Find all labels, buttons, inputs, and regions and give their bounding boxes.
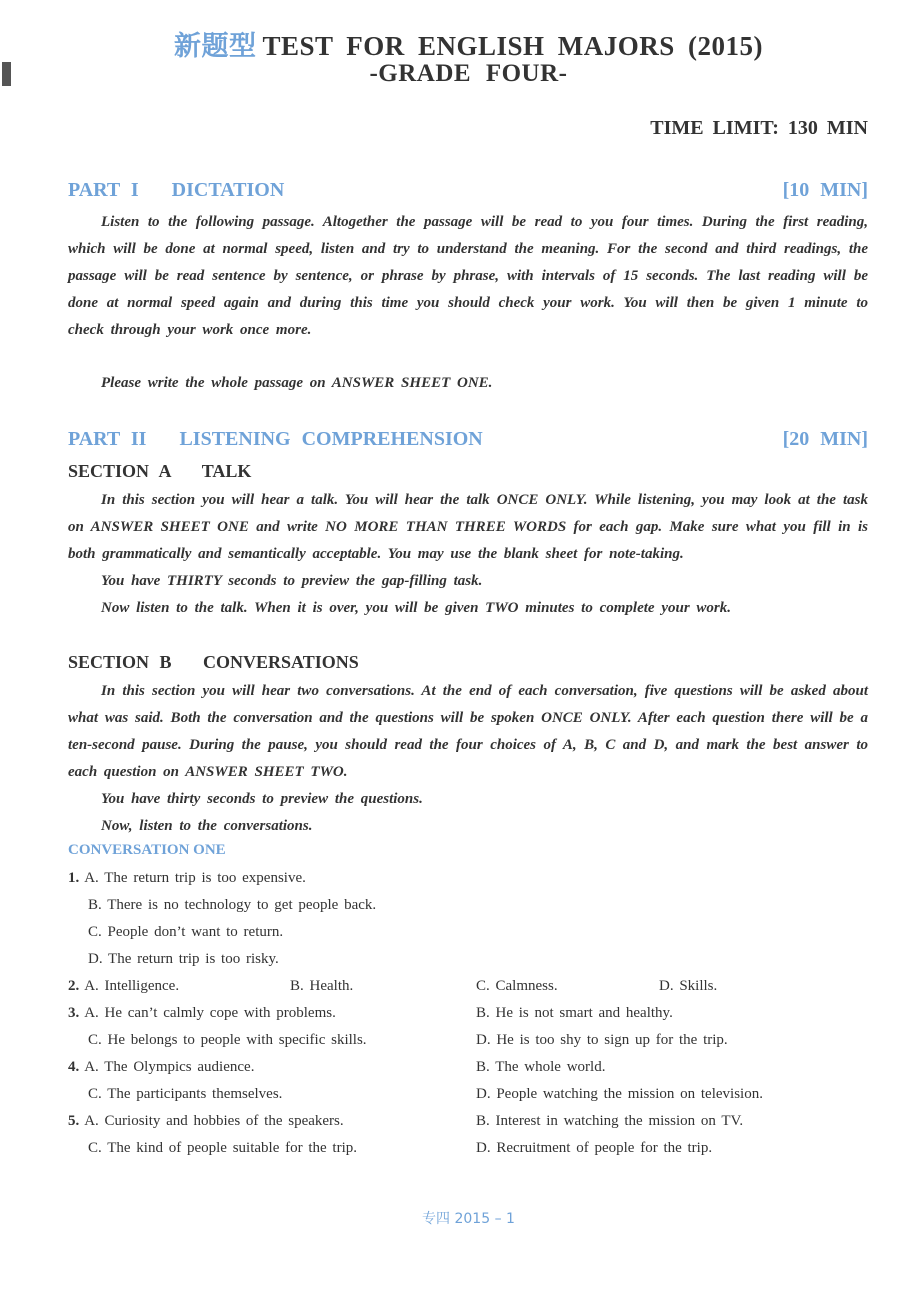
question-3-option-d: D. He is too shy to sign up for the trip.: [476, 1032, 728, 1048]
question-5-option-d: D. Recruitment of people for the trip.: [476, 1140, 713, 1156]
option-text: A. He can’t calmly cope with problems.: [84, 1005, 336, 1021]
exam-subtitle: -GRADE FOUR-: [369, 60, 568, 87]
part1-title: PART I DICTATION: [68, 179, 285, 201]
section-a-title: SECTION A TALK: [68, 461, 252, 481]
question-number: 1.: [68, 870, 80, 886]
question-1-option-b: B. There is no technology to get people back.: [88, 897, 377, 913]
part2-minutes: [20 MIN]: [782, 428, 868, 450]
option-text: A. Intelligence.: [84, 978, 180, 994]
part2-heading: [68, 428, 868, 451]
section-b-listen: Now, listen to the conversations.: [101, 818, 313, 834]
question-1-option-d: D. The return trip is too risky.: [88, 951, 279, 967]
section-a-instructions: In this section you will hear a talk. You will hear the talk ONCE ONLY. While listening, you may look at the task on ANSWER SHEET ONE and write NO MORE THAN THREE WORDS for each gap. Make sure what you fill in is both grammatically and semantically acceptable. You may use the blank sheet for note-taking.: [68, 492, 868, 562]
question-4-option-c: C. The participants themselves.: [88, 1086, 283, 1102]
option-text: A. The Olympics audience.: [84, 1059, 255, 1075]
question-1-option-c: C. People don’t want to return.: [88, 924, 284, 940]
question-number: 4.: [68, 1059, 80, 1075]
question-5-option-b: B. Interest in watching the mission on TV.: [476, 1113, 744, 1129]
section-a-listen: Now listen to the talk. When it is over, you will be given TWO minutes to complete your work.: [101, 600, 731, 616]
question-2-option-d: D. Skills.: [659, 978, 718, 994]
option-text: A. The return trip is too expensive.: [84, 870, 306, 886]
question-2-option-b: B. Health.: [290, 978, 354, 994]
title-english: TEST FOR ENGLISH MAJORS (2015): [262, 31, 764, 61]
section-a-preview: You have THIRTY seconds to preview the gap-filling task.: [101, 573, 483, 589]
title-chinese: 新题型: [173, 31, 257, 62]
part1-heading: [68, 179, 868, 202]
part1-instructions: Listen to the following passage. Altogether the passage will be read to you four times. During the first reading, which will be done at normal speed, listen and try to understand the meaning. For the second and third readings, the passage will be read sentence by sentence, or phrase by phrase, with intervals of 15 seconds. The last reading will be done at normal speed again and during this time you should check your work. You will then be given 1 minute to check through your work once more.: [68, 214, 868, 338]
question-3-option-c: C. He belongs to people with specific skills.: [88, 1032, 367, 1048]
section-b-title: SECTION B CONVERSATIONS: [68, 652, 359, 672]
exam-title: [0, 24, 917, 63]
option-text: A. Curiosity and hobbies of the speakers.: [84, 1113, 344, 1129]
conversation-label: CONVERSATION ONE: [68, 842, 226, 858]
part1-note: Please write the whole passage on ANSWER SHEET ONE.: [101, 375, 493, 391]
question-4-option-d: D. People watching the mission on television.: [476, 1086, 763, 1102]
question-4-option-b: B. The whole world.: [476, 1059, 606, 1075]
question-5-option-c: C. The kind of people suitable for the trip.: [88, 1140, 358, 1156]
time-limit: TIME LIMIT: 130 MIN: [650, 117, 868, 139]
question-2-option-a: [68, 978, 179, 995]
question-number: 2.: [68, 978, 80, 994]
section-b-instructions: In this section you will hear two conversations. At the end of each conversation, five questions will be asked about what was said. Both the conversation and the questions will be spoken ONCE ONLY. After each question there will be a ten-second pause. During the pause, you should read the four choices of A, B, C and D, and mark the best answer to each question on ANSWER SHEET TWO.: [68, 683, 868, 780]
question-number: 3.: [68, 1005, 80, 1021]
section-b-preview: You have thirty seconds to preview the questions.: [101, 791, 423, 807]
question-3-option-a: [68, 1005, 336, 1022]
question-2-option-c: C. Calmness.: [476, 978, 558, 994]
question-1-option-a: [68, 870, 306, 887]
part2-title: PART II LISTENING COMPREHENSION: [68, 428, 483, 450]
question-number: 5.: [68, 1113, 80, 1129]
question-4-option-a: [68, 1059, 254, 1076]
page-footer: 专四 2015 – 1: [422, 1211, 515, 1227]
part1-minutes: [10 MIN]: [782, 179, 868, 201]
question-3-option-b: B. He is not smart and healthy.: [476, 1005, 673, 1021]
question-5-option-a: [68, 1113, 344, 1130]
